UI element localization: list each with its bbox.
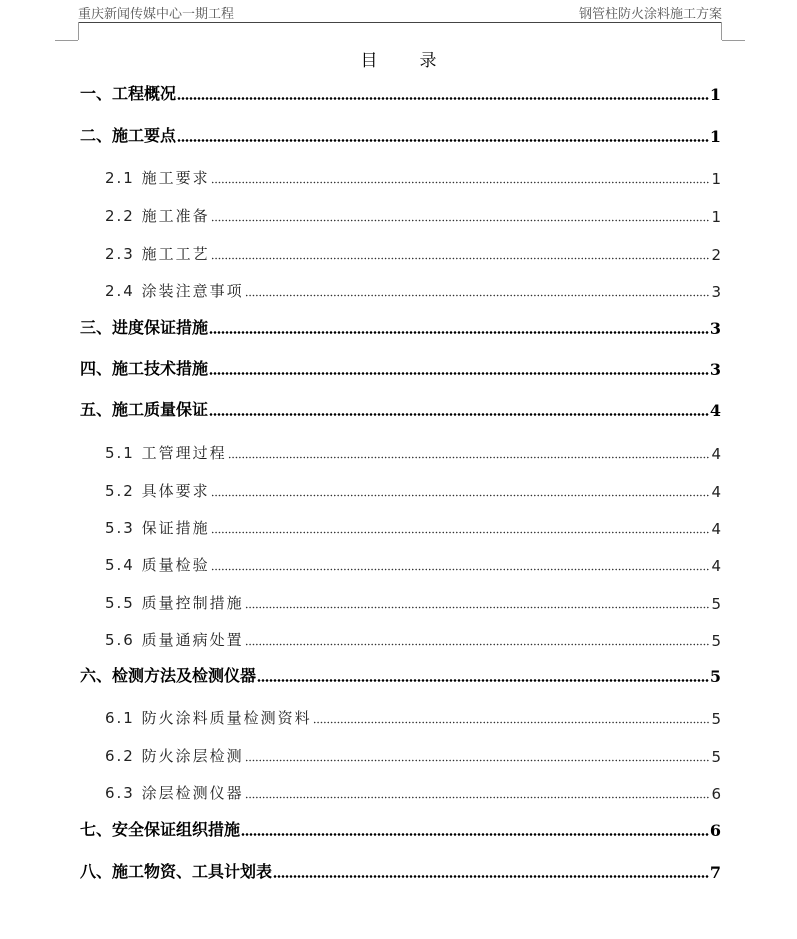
toc-entry-page-number: 1 — [709, 85, 721, 104]
toc-entry-page-number: 4 — [711, 520, 721, 538]
toc-entry-page-number: 3 — [711, 283, 721, 301]
toc-entry-label: 2.1 施工要求 — [105, 169, 210, 187]
toc-entry-section[interactable] — [80, 706, 721, 728]
toc-entry-label: 5.2 具体要求 — [105, 482, 210, 500]
toc-dot-leader — [313, 721, 711, 724]
toc-dot-leader — [211, 219, 711, 222]
toc-entry-chapter[interactable] — [80, 398, 721, 420]
toc-dot-leader — [209, 331, 709, 334]
toc-entry-page-number: 5 — [709, 667, 721, 686]
toc-dot-leader — [245, 796, 711, 799]
toc-entry-page-number: 5 — [711, 595, 721, 613]
toc-entry-chapter[interactable] — [80, 664, 721, 686]
toc-entry-section[interactable] — [80, 479, 721, 501]
toc-entry-label: 5.1 工管理过程 — [105, 444, 227, 462]
crop-mark-top-right — [722, 40, 745, 41]
toc-entry-label: 八、施工物资、工具计划表 — [80, 862, 273, 881]
toc-entry-page-number: 5 — [711, 710, 721, 728]
toc-entry-label: 五、施工质量保证 — [80, 400, 209, 419]
toc-dot-leader — [209, 413, 709, 416]
toc-entry-chapter[interactable] — [80, 860, 721, 882]
toc-entry-section[interactable] — [80, 628, 721, 650]
toc-entry-chapter[interactable] — [80, 82, 721, 104]
toc-entry-label: 5.3 保证措施 — [105, 519, 210, 537]
header-project-name: 重庆新闻传媒中心一期工程 — [78, 7, 235, 22]
toc-dot-leader — [228, 456, 711, 459]
toc-entry-chapter[interactable] — [80, 316, 721, 338]
toc-entry-section[interactable] — [80, 242, 721, 264]
toc-entry-label: 6.1 防火涂料质量检测资料 — [105, 709, 312, 727]
toc-entry-section[interactable] — [80, 204, 721, 226]
toc-entry-chapter[interactable] — [80, 357, 721, 379]
toc-entry-label: 5.6 质量通病处置 — [105, 631, 244, 649]
toc-entry-label: 5.5 质量控制措施 — [105, 594, 244, 612]
page-header — [78, 1, 722, 23]
toc-entry-section[interactable] — [80, 166, 721, 188]
toc-dot-leader — [211, 181, 711, 184]
toc-entry-page-number: 3 — [709, 319, 721, 338]
toc-entry-label: 三、进度保证措施 — [80, 318, 209, 337]
toc-entry-page-number: 2 — [711, 246, 721, 264]
toc-dot-leader — [209, 372, 709, 375]
toc-entry-page-number: 1 — [709, 127, 721, 146]
toc-entry-label: 2.3 施工工艺 — [105, 245, 210, 263]
toc-entry-page-number: 4 — [709, 401, 721, 420]
toc-entry-page-number: 7 — [709, 863, 721, 882]
toc-entry-page-number: 6 — [709, 821, 721, 840]
crop-mark-top-left — [55, 40, 78, 41]
toc-entry-page-number: 5 — [711, 748, 721, 766]
toc-dot-leader — [211, 257, 711, 260]
toc-dot-leader — [211, 494, 711, 497]
toc-entry-section[interactable] — [80, 591, 721, 613]
toc-entry-label: 6.2 防火涂层检测 — [105, 747, 244, 765]
toc-dot-leader — [241, 833, 709, 836]
toc-entry-section[interactable] — [80, 553, 721, 575]
toc-dot-leader — [177, 97, 709, 100]
toc-entry-page-number: 1 — [711, 208, 721, 226]
crop-mark-top-left-vertical — [78, 22, 79, 40]
toc-entry-label: 二、施工要点 — [80, 126, 177, 145]
toc-dot-leader — [211, 531, 711, 534]
toc-entry-label: 四、施工技术措施 — [80, 359, 209, 378]
toc-entry-section[interactable] — [80, 744, 721, 766]
header-document-title: 钢管柱防火涂料施工方案 — [578, 7, 722, 22]
toc-entry-label: 6.3 涂层检测仪器 — [105, 784, 244, 802]
crop-mark-top-right-vertical — [721, 22, 722, 40]
toc-entry-chapter[interactable] — [80, 124, 721, 146]
toc-dot-leader — [245, 643, 711, 646]
toc-entry-section[interactable] — [80, 781, 721, 803]
toc-entry-page-number: 4 — [711, 483, 721, 501]
toc-dot-leader — [245, 294, 711, 297]
toc-dot-leader — [177, 139, 709, 142]
toc-entry-label: 一、工程概况 — [80, 84, 177, 103]
toc-entry-section[interactable] — [80, 279, 721, 301]
toc-dot-leader — [245, 606, 711, 609]
toc-entry-chapter[interactable] — [80, 818, 721, 840]
toc-entry-page-number: 1 — [711, 170, 721, 188]
toc-entry-label: 七、安全保证组织措施 — [80, 820, 241, 839]
toc-dot-leader — [211, 568, 711, 571]
toc-entry-section[interactable] — [80, 516, 721, 538]
toc-entry-label: 2.2 施工准备 — [105, 207, 210, 225]
toc-entry-page-number: 4 — [711, 445, 721, 463]
toc-entry-label: 六、检测方法及检测仪器 — [80, 666, 257, 685]
header-rule — [78, 22, 722, 23]
toc-dot-leader — [245, 759, 711, 762]
toc-entry-page-number: 5 — [711, 632, 721, 650]
toc-dot-leader — [257, 679, 709, 682]
toc-entry-label: 5.4 质量检验 — [105, 556, 210, 574]
toc-entry-page-number: 4 — [711, 557, 721, 575]
toc-entry-page-number: 3 — [709, 360, 721, 379]
toc-entry-label: 2.4 涂装注意事项 — [105, 282, 244, 300]
toc-title: 目录 — [360, 51, 479, 71]
toc-dot-leader — [273, 875, 709, 878]
toc-entry-page-number: 6 — [711, 785, 721, 803]
toc-entry-section[interactable] — [80, 441, 721, 463]
